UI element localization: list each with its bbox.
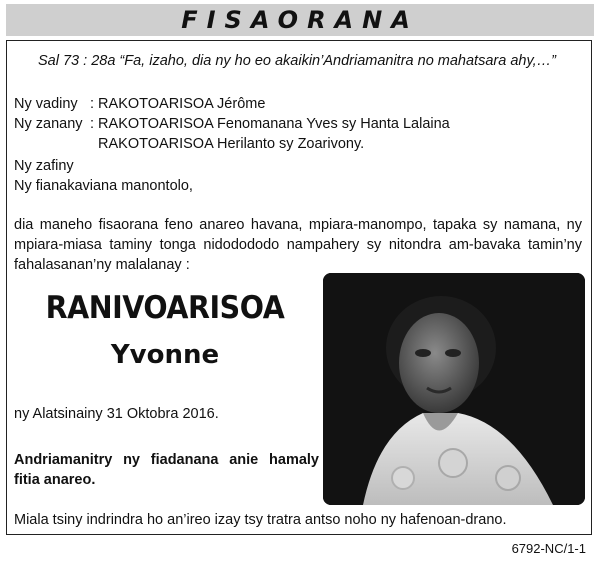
family-value-children: : RAKOTOARISOA Fenomanana Yves sy Hanta Lalaina [90, 116, 450, 132]
page-title: FISAORANA [181, 6, 419, 34]
family-label-spouse: Ny vadiny [14, 96, 78, 112]
family-label-whole-family: Ny fianakaviana manontolo, [14, 178, 193, 194]
portrait-image [323, 273, 585, 505]
header-banner [6, 4, 594, 36]
family-label-grandchildren: Ny zafiny [14, 158, 74, 174]
portrait-photo [323, 273, 585, 505]
closing-text: Miala tsiny indrindra ho an’ireo izay tsy tratra antso noho ny hafenoan-drano. [14, 512, 507, 528]
family-value-children-cont: RAKOTOARISOA Herilanto sy Zoarivony. [98, 136, 365, 152]
date-line: ny Alatsinainy 31 Oktobra 2016. [14, 406, 219, 422]
family-value-spouse: : RAKOTOARISOA Jérôme [90, 96, 266, 112]
reference-code: 6792-NC/1-1 [511, 541, 586, 556]
blessing-text: Andriamanitry ny fiadanana anie hamaly fitia anareo. [14, 452, 319, 488]
deceased-given-name: Yvonne [110, 340, 220, 370]
family-label-children: Ny zanany [14, 116, 83, 132]
deceased-surname: RANIVOARISOA [45, 290, 285, 326]
thanks-paragraph: dia maneho fisaorana feno anareo havana, mpiara-manompo, tapaka sy namana, ny mpiara-miasa taminy tonga nidodododo nampahery sy nitondra am-bavaka tamin’ny fahalasanan’ny malalanay : [14, 217, 582, 273]
bible-verse: Sal 73 : 28a “Fa, izaho, dia ny ho eo akaikin’Andriamanitra no mahatsara ahy,…” [38, 53, 556, 69]
